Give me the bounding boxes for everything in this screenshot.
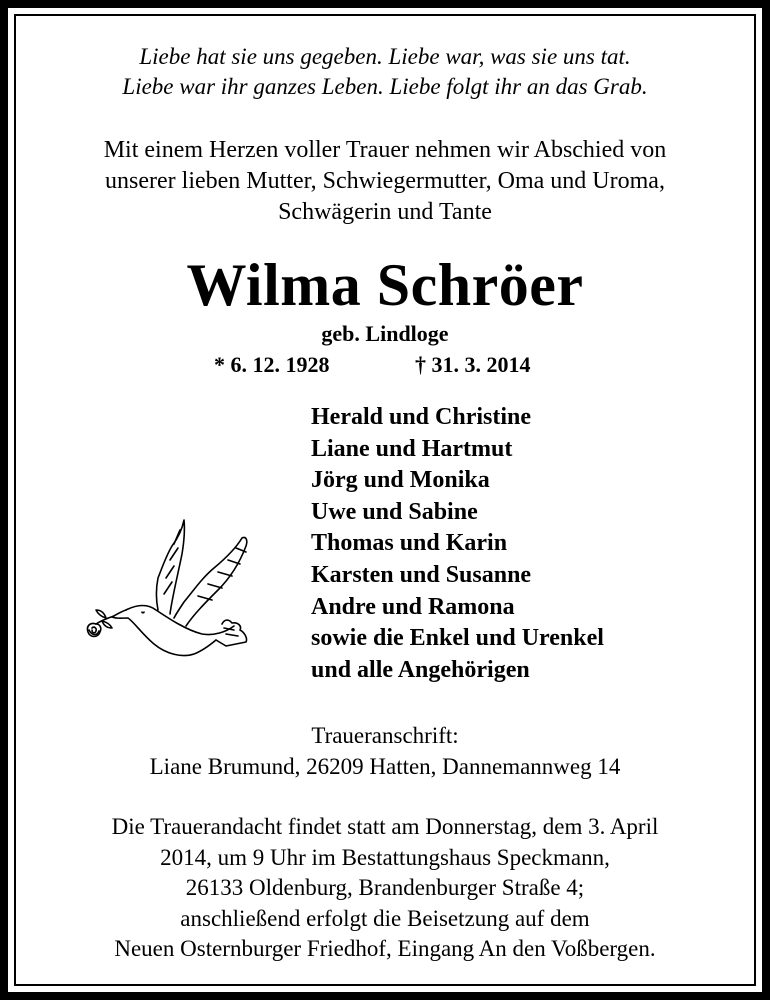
family-list (311, 402, 604, 686)
address-value: Liane Brumund, 26209 Hatten, Dannemannweg 14 (149, 754, 621, 779)
family-entry: Uwe und Sabine (311, 498, 478, 525)
service-line: 2014, um 9 Uhr im Bestattungshaus Speckmann, (160, 844, 610, 870)
birth-date: * 6. 12. 1928 (214, 352, 330, 377)
service-line: Neuen Osternburger Friedhof, Eingang An den Voßbergen. (114, 936, 656, 961)
family-entry: Andre und Ramona (311, 593, 515, 620)
service-line: 26133 Oldenburg, Brandenburger Straße 4; (185, 875, 585, 900)
service-info (0, 812, 770, 965)
family-entry: Liane und Hartmut (311, 435, 513, 462)
deceased-name: Wilma Schröer (186, 252, 584, 318)
verse (0, 42, 770, 102)
intro-text (0, 135, 770, 228)
intro-line: Mit einem Herzen voller Trauer nehmen wir Abschied von (103, 137, 667, 163)
address-label: Traueranschrift: (311, 723, 459, 748)
family-entry: Thomas und Karin (311, 530, 508, 557)
intro-line: Schwägerin und Tante (278, 199, 492, 225)
service-line: Die Trauerandacht findet statt am Donnerstag, dem 3. April (111, 814, 659, 839)
verse-line: Liebe war ihr ganzes Leben. Liebe folgt ihr an das Grab. (122, 74, 648, 99)
life-dates (0, 352, 770, 382)
service-line: anschließend erfolgt die Beisetzung auf dem (180, 905, 590, 931)
family-entry: Jörg und Monika (311, 467, 490, 494)
family-entry: und alle Angehörigen (311, 656, 530, 683)
verse-line: Liebe hat sie uns gegeben. Liebe war, was sie uns tat. (139, 44, 631, 69)
dove-with-rose-icon (86, 518, 252, 664)
intro-line: unserer lieben Mutter, Schwiegermutter, Oma und Uroma, (105, 168, 665, 194)
family-entry: Herald und Christine (311, 404, 532, 430)
death-date: † 31. 3. 2014 (415, 352, 531, 377)
mourning-address (0, 720, 770, 782)
family-entry: sowie die Enkel und Urenkel (311, 625, 604, 652)
maiden-name: geb. Lindloge (321, 321, 449, 346)
family-entry: Karsten und Susanne (311, 561, 532, 588)
